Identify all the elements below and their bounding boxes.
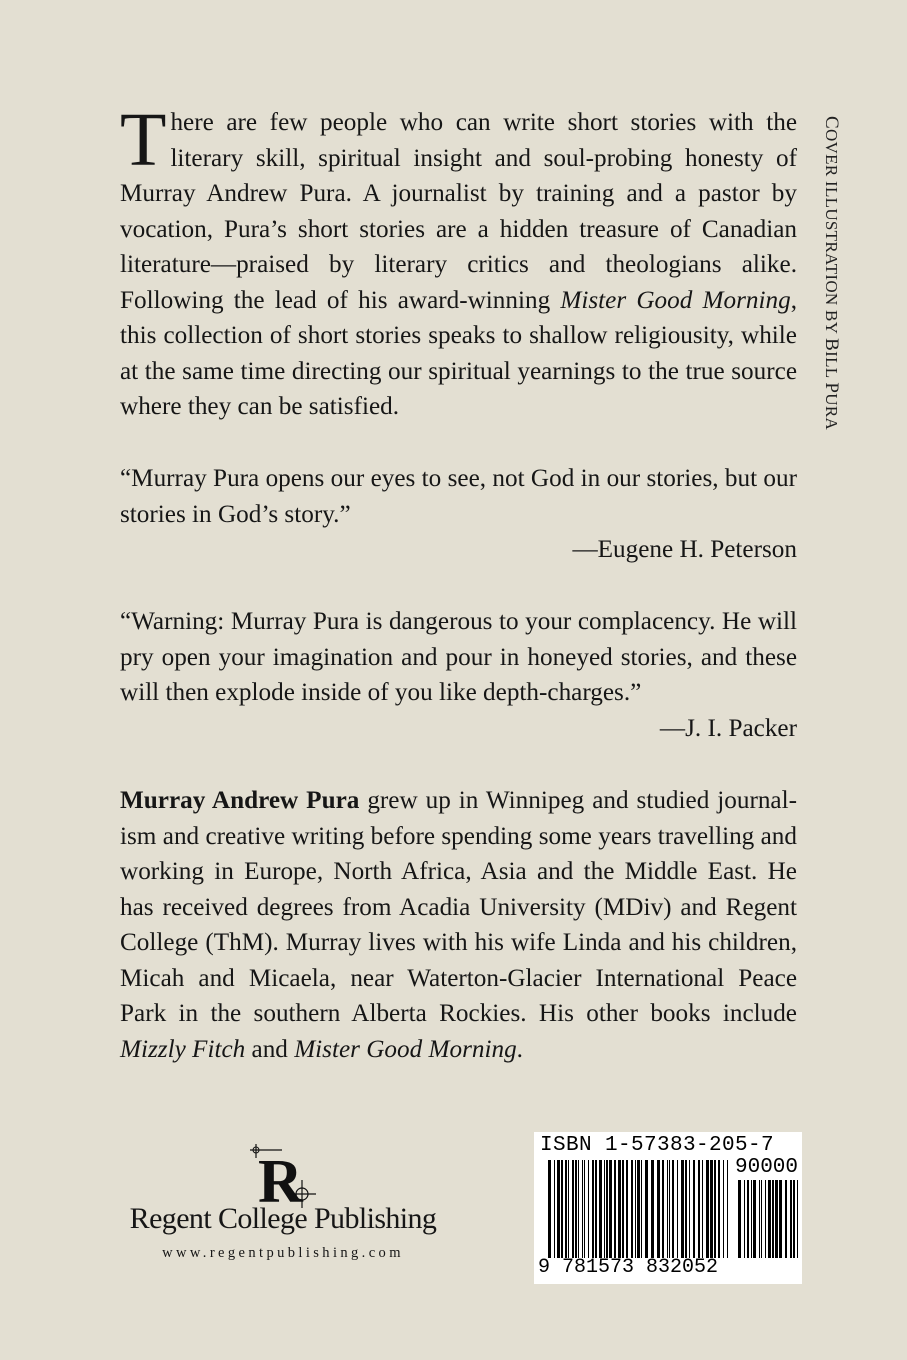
barcode-bar — [797, 1180, 798, 1258]
barcode-bar — [609, 1160, 612, 1258]
barcode-bar — [657, 1160, 660, 1258]
drop-cap: T — [120, 98, 167, 182]
author-name: Murray Andrew Pura — [120, 787, 360, 814]
description-text-1: here are few people who can write short stories with the literary skill, spiritual insight and soul-probing honesty of Murray Andrew Pura. A journalist by training and a pastor by vocation, Pura’s short stories are a hidden treasure of Canadian literature—praised by literary critics and theologians alike. Following the lead of his award-winning — [120, 109, 797, 314]
barcode-bar — [606, 1160, 608, 1258]
barcode-bar — [702, 1160, 703, 1258]
bio-book-2: Mister Good Morning — [294, 1035, 517, 1063]
barcode-bar — [588, 1160, 589, 1258]
barcode-bar — [575, 1160, 577, 1258]
barcode-bar — [751, 1180, 752, 1258]
bio-text-1: grew up in Winnipeg and studied journalism and creative writing before spending some years travelling and working in Europe, North Africa, Asia and the Middle East. He has received degrees from Acadia University (MDiv) and Regent College (ThM). Murray lives with his wife Linda and his children, Micah and Micaela, near Waterton-Glacier International Peace Park in the southern Alberta Rockies. His other books include — [120, 787, 798, 1027]
barcode-bar — [785, 1180, 787, 1258]
barcode-bar — [793, 1180, 795, 1258]
barcode-bar — [651, 1160, 654, 1258]
barcode-bar — [723, 1160, 724, 1258]
barcode-bar — [698, 1160, 700, 1258]
barcode-bar — [626, 1160, 628, 1258]
cover-illustration-credit: COVER ILLUSTRATION BY BILL PURA — [821, 116, 842, 431]
barcode-bar — [641, 1160, 642, 1258]
barcode-bar — [681, 1160, 684, 1258]
barcode-bar — [578, 1160, 579, 1258]
barcode-bar — [761, 1180, 762, 1258]
endorsement-attribution: —J. I. Packer — [659, 714, 797, 742]
barcode-bar — [557, 1160, 560, 1258]
barcode-bar — [738, 1180, 741, 1258]
barcode-bar — [693, 1160, 695, 1258]
barcode-bar — [637, 1160, 640, 1258]
barcode-bar — [595, 1160, 597, 1258]
barcode-bar — [772, 1180, 774, 1258]
description-book-title: Mister Good Morning — [560, 286, 791, 314]
barcode-bar — [599, 1160, 602, 1258]
endorsement-text: “Murray Pura opens our eyes to see, not God in our stories, but our stories in God’s story.” — [120, 465, 797, 528]
publisher-logo-letter: R — [258, 1148, 303, 1210]
barcode-bar — [582, 1160, 583, 1258]
bio-text-2: and — [245, 1035, 295, 1063]
barcode-bar — [669, 1160, 670, 1258]
endorsement-packer — [120, 604, 797, 746]
barcode-bar — [779, 1180, 782, 1258]
barcode-bar — [768, 1180, 771, 1258]
isbn-label: ISBN 1-57383-205-7 — [540, 1134, 775, 1157]
barcode-bar — [662, 1160, 664, 1258]
barcode-bar — [618, 1160, 621, 1258]
barcode-bar — [568, 1160, 569, 1258]
barcode-bar — [561, 1160, 563, 1258]
barcode-bar — [714, 1160, 716, 1258]
barcode-bar — [548, 1160, 551, 1258]
author-bio — [120, 783, 797, 1067]
barcode-bar — [604, 1160, 605, 1258]
barcode-bar — [727, 1160, 728, 1258]
barcode-bar — [710, 1160, 713, 1258]
barcode-bar — [592, 1160, 594, 1258]
barcode-bar — [689, 1160, 690, 1258]
barcode-bar — [718, 1160, 720, 1258]
bio-book-1: Mizzly Fitch — [120, 1035, 246, 1063]
barcode-bar — [614, 1160, 616, 1258]
barcode-bar — [635, 1160, 636, 1258]
endorsement-peterson — [120, 461, 797, 568]
barcode-bar — [677, 1160, 678, 1258]
barcode-bar — [672, 1160, 674, 1258]
barcode-bar — [565, 1160, 567, 1258]
ean-number: 9 781573 832052 — [538, 1256, 719, 1279]
barcode-bar — [685, 1160, 687, 1258]
bio-text-3: . — [516, 1035, 523, 1063]
barcode-bar — [753, 1180, 756, 1258]
description-paragraph — [120, 98, 797, 425]
endorsement-text: “Warning: Murray Pura is dangerous to your complacency. He will pry open your imagination and pour in honeyed stories, and these will then explode inside of you like depth-charges.” — [120, 608, 797, 706]
isbn-barcode — [534, 1132, 802, 1284]
barcode-bar — [572, 1160, 574, 1258]
barcode-bar — [645, 1160, 648, 1258]
barcode-bar — [554, 1160, 555, 1258]
barcode-bar — [584, 1160, 585, 1258]
publisher-name: Regent College Publishing — [129, 1202, 437, 1235]
barcode-bar — [631, 1160, 633, 1258]
publisher-logo-mark — [248, 1144, 318, 1210]
barcode-bar — [622, 1160, 624, 1258]
barcode-bar — [706, 1160, 709, 1258]
publisher-logo — [118, 1144, 448, 1274]
endorsement-attribution: —Eugene H. Peterson — [572, 536, 797, 563]
barcode-bar — [744, 1180, 745, 1258]
barcode-bar — [759, 1180, 760, 1258]
publisher-url: www.regentpublishing.com — [162, 1245, 404, 1261]
barcode-bar — [765, 1180, 766, 1258]
price-code: 90000 — [734, 1156, 798, 1179]
barcode-bar — [775, 1180, 778, 1258]
barcode-bar — [667, 1160, 668, 1258]
barcode-bar — [747, 1180, 749, 1258]
description-text-2: , this collection of short stories speaks to shallow religiousity, while at the same time directing our spiritual yearnings to the true source where they can be satisfied. — [120, 286, 797, 420]
barcode-bar — [790, 1180, 792, 1258]
